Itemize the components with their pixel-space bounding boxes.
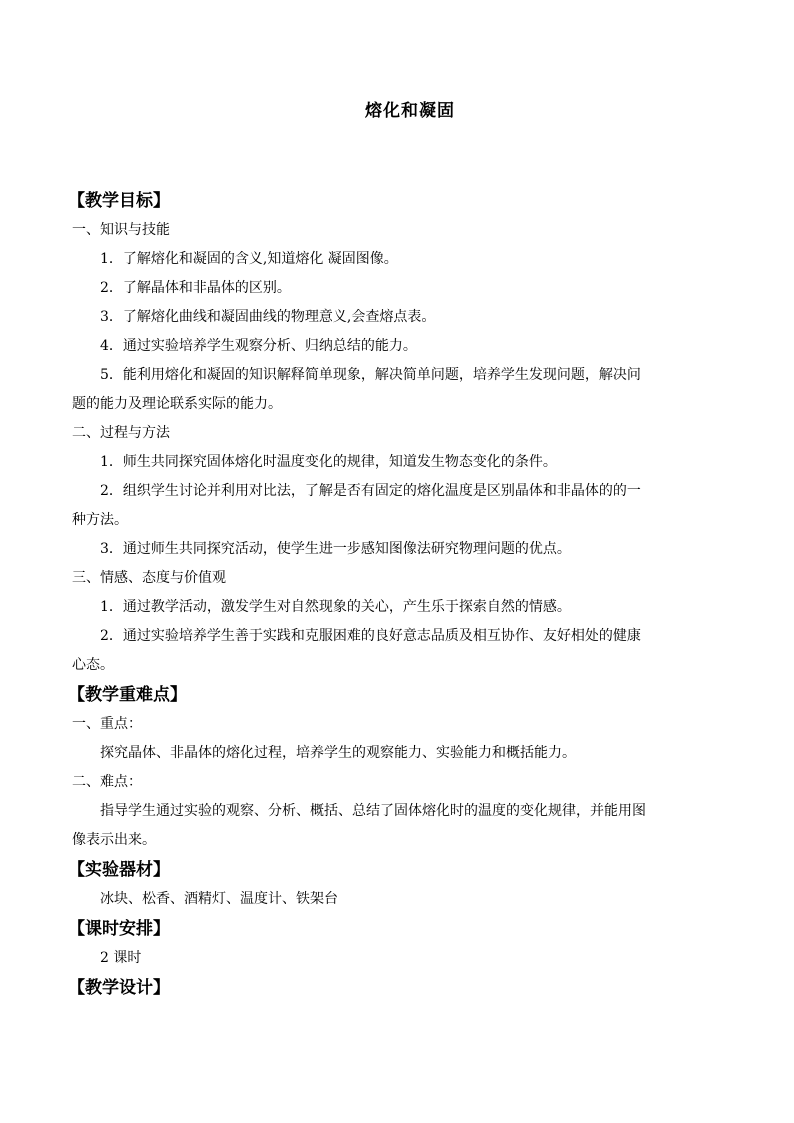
paragraph-line: 种方法。 <box>72 512 128 528</box>
paragraph-equipment: 冰块、松香、酒精灯、温度计、铁架台 <box>100 891 338 907</box>
subheading-focus: 一、重点： <box>72 716 142 732</box>
document-body <box>68 186 724 1003</box>
paragraph-line: 心态。 <box>72 657 114 673</box>
subheading-process-methods: 二、过程与方法 <box>72 425 170 441</box>
paragraph-line: 5．能利用熔化和凝固的知识解释简单现象，解决简单问题，培养学生发现问题，解决问 <box>100 367 641 383</box>
list-item: 3．通过师生共同探究活动，使学生进一步感知图像法研究物理问题的优点。 <box>100 541 571 557</box>
paragraph-line: 像表示出来。 <box>72 832 156 848</box>
paragraph-line: 题的能力及理论联系实际的能力。 <box>72 396 282 412</box>
list-item: 1．了解熔化和凝固的含义,知道熔化 凝固图像。 <box>100 251 398 267</box>
section-heading-key-points: 【教学重难点】 <box>68 685 187 705</box>
list-item: 4．通过实验培养学生观察分析、归纳总结的能力。 <box>100 338 417 354</box>
paragraph-focus: 探究晶体、非晶体的熔化过程，培养学生的观察能力、实验能力和概括能力。 <box>100 745 576 761</box>
paragraph-line: 指导学生通过实验的观察、分析、概括、总结了固体熔化时的温度的变化规律，并能用图 <box>100 803 646 819</box>
section-heading-design: 【教学设计】 <box>68 978 170 998</box>
list-item-wrapped <box>72 622 724 680</box>
document-title: 熔化和凝固 <box>365 101 455 121</box>
paragraph-difficulty <box>72 797 724 855</box>
subheading-knowledge-skills: 一、知识与技能 <box>72 222 170 238</box>
list-item: 2．了解晶体和非晶体的区别。 <box>100 280 291 296</box>
list-item: 1．通过教学活动，激发学生对自然现象的关心，产生乐于探索自然的情感。 <box>100 599 571 615</box>
list-item-wrapped <box>72 477 724 535</box>
list-item: 1．师生共同探究固体熔化时温度变化的规律，知道发生物态变化的条件。 <box>100 454 557 470</box>
section-heading-schedule: 【课时安排】 <box>68 919 170 939</box>
list-item: 3．了解熔化曲线和凝固曲线的物理意义,会查熔点表。 <box>100 309 436 325</box>
section-heading-equipment: 【实验器材】 <box>68 860 170 880</box>
subheading-difficulty: 二、难点： <box>72 774 142 790</box>
subheading-emotion-values: 三、情感、态度与价值观 <box>72 570 226 586</box>
list-item-wrapped <box>72 361 724 419</box>
paragraph-line: 2．通过实验培养学生善于实践和克服困难的良好意志品质及相互协作、友好相处的健康 <box>100 628 641 644</box>
section-heading-teaching-goals: 【教学目标】 <box>68 191 170 211</box>
paragraph-line: 2．组织学生讨论并利用对比法，了解是否有固定的熔化温度是区别晶体和非晶体的的一 <box>100 483 641 499</box>
paragraph-schedule: 2 课时 <box>100 950 142 966</box>
